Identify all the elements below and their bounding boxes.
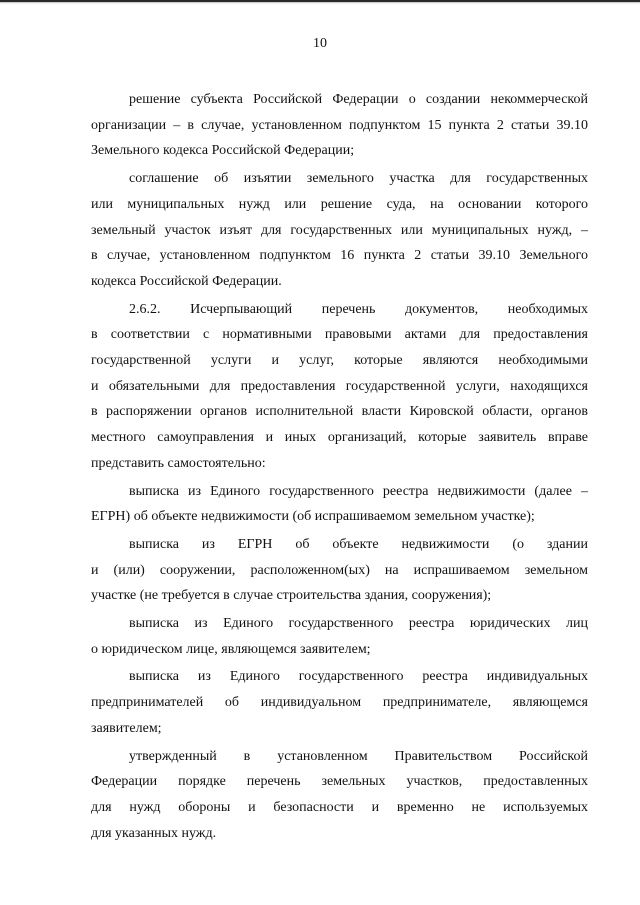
paragraph-line: о юридическом лице, являющемся заявителем; [91,641,371,657]
paragraph [91,297,588,477]
paragraph-line: выписка из Единого государственного реестра юридических лиц [129,616,588,632]
paragraph-line: для указанных нужд. [91,825,217,841]
paragraph-line: организации – в случае, установленном подпунктом 15 пункта 2 статьи 39.10 [91,117,588,133]
document-body [91,87,588,848]
paragraph [91,744,588,847]
paragraph-line: выписка из Единого государственного реестра недвижимости (далее – [129,483,588,499]
paragraph [91,87,588,164]
paragraph-line: государственной услуги и услуг, которые являются необходимыми [91,353,588,369]
paragraph-line: решение субъекта Российской Федерации о создании некоммерческой [129,92,588,107]
paragraph-line: в соответствии с нормативными правовыми актами для предоставления [91,327,588,343]
paragraph-line: Земельного кодекса Российской Федерации; [91,143,355,159]
paragraph-line: 2.6.2. Исчерпывающий перечень документов, необходимых [129,301,588,317]
paragraph-line: в распоряжении органов исполнительной власти Кировской области, органов [91,404,588,420]
paragraph-line: Федерации порядке перечень земельных участков, предоставленных [91,774,588,790]
paragraph [91,611,588,662]
paragraph-line: ЕГРН) об объекте недвижимости (об испрашиваемом земельном участке); [91,509,535,525]
paragraph-line: участке (не требуется в случае строительства здания, сооружения); [91,588,492,604]
page-number: 10 [313,36,327,51]
paragraph-line: выписка из Единого государственного реестра индивидуальных [129,669,588,685]
paragraph-line: представить самостоятельно: [91,455,266,471]
paragraph [91,166,588,295]
paragraph [91,479,588,530]
paragraph [91,532,588,609]
paragraph-line: кодекса Российской Федерации. [91,273,282,289]
paragraph-line: или муниципальных нужд или решение суда, на основании которого [91,196,588,212]
paragraph-line: выписка из ЕГРН об объекте недвижимости (о здании [129,536,588,552]
paragraph [91,664,588,741]
paragraph-line: предпринимателей об индивидуальном предпринимателе, являющемся [91,695,588,711]
paragraph-line: для нужд обороны и безопасности и временно не используемых [91,799,588,815]
paragraph-line: и (или) сооружении, расположенном(ых) на испрашиваемом земельном [91,562,588,578]
paragraph-line: местного самоуправления и иных организаций, которые заявитель вправе [91,430,588,446]
paragraph-line: и обязательными для предоставления государственной услуги, находящихся [91,378,588,394]
paragraph-line: в случае, установленном подпунктом 16 пункта 2 статьи 39.10 Земельного [91,248,588,264]
paragraph-line: соглашение об изъятии земельного участка для государственных [129,171,588,187]
paragraph-line: земельный участок изъят для государственных или муниципальных нужд, – [91,222,588,238]
paragraph-line: утвержденный в установленном Правительством Российской [129,748,588,764]
scan-top-edge [0,0,640,4]
paragraph-line: заявителем; [91,720,162,736]
